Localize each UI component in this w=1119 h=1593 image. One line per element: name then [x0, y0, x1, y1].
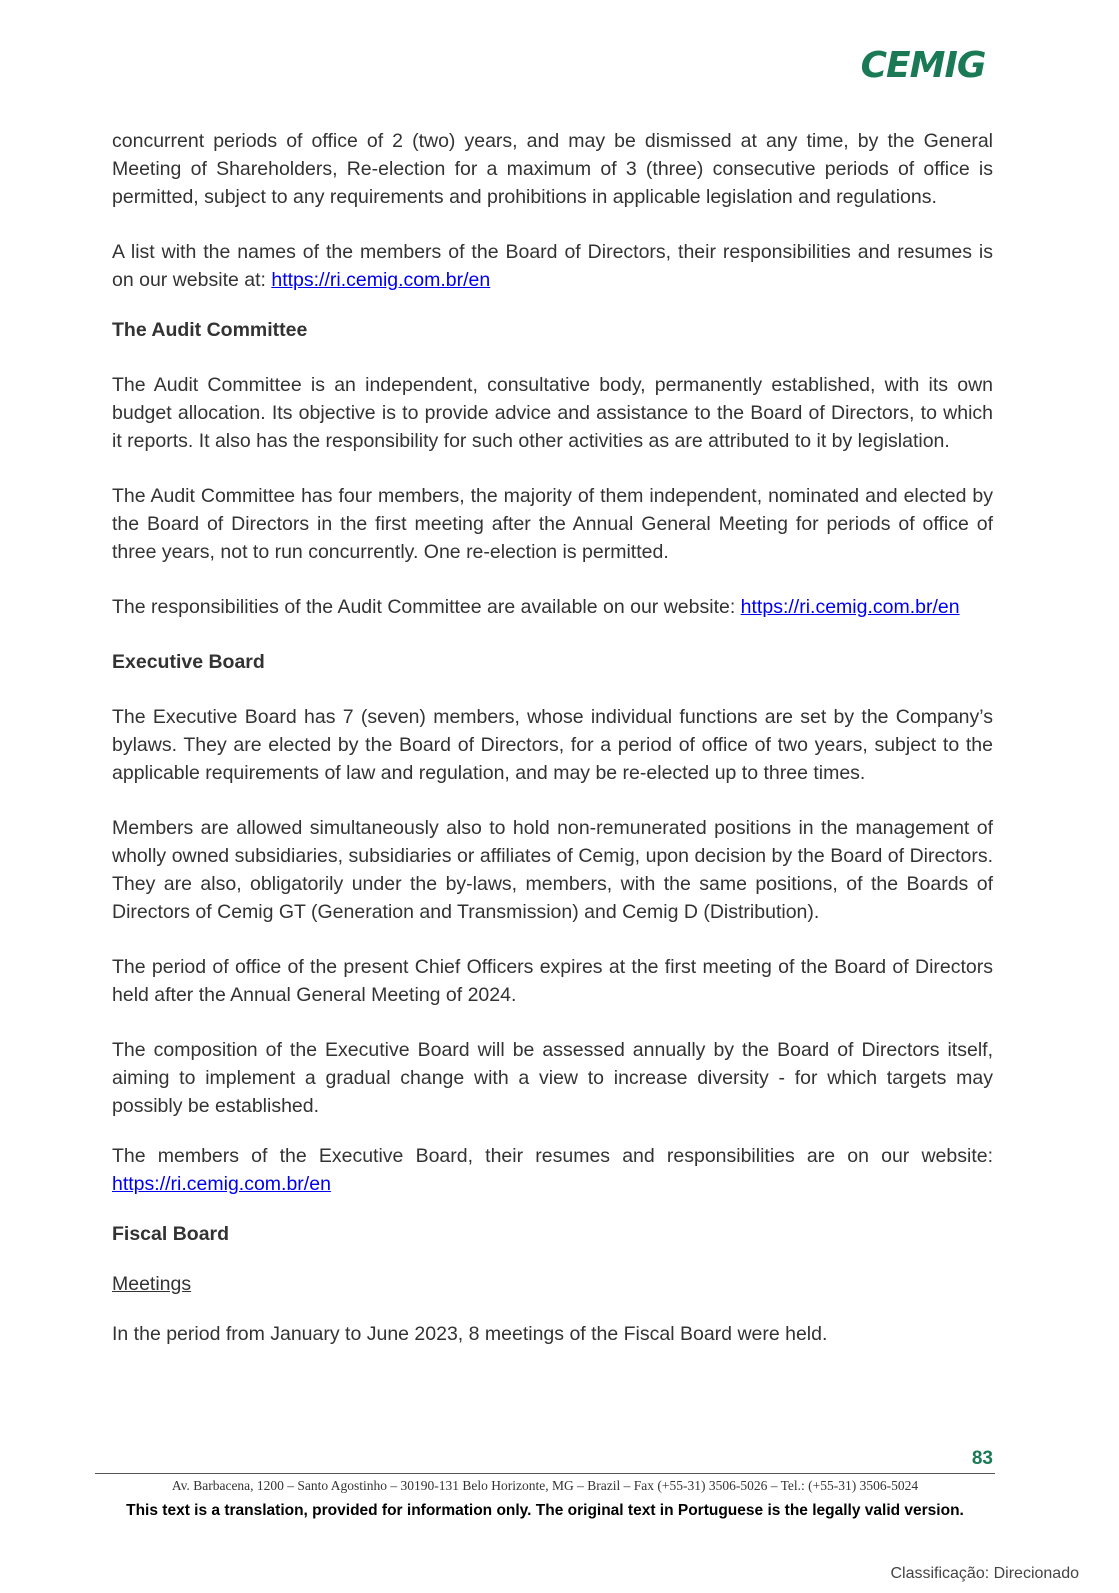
paragraph-executive-members: The Executive Board has 7 (seven) members, whose individual functions are set by the Company’s bylaws. They are elected by the Board of Directors, for a period of office of two years, subject to the applicable requirements of law and regulation, and may be re-elected up to three times.: [112, 706, 993, 784]
footer-disclaimer: This text is a translation, provided for information only. The original text in Portuguese is the legally valid version.: [126, 1502, 964, 1519]
paragraph-executive-term: The period of office of the present Chief Officers expires at the first meeting of the Board of Directors held after the Annual General Meeting of 2024.: [112, 956, 993, 1006]
board-list-text: A list with the names of the members of the Board of Directors, their responsibilities and resumes is on our website at:: [112, 241, 993, 291]
paragraph-audit-members: The Audit Committee has four members, the majority of them independent, nominated and elected by the Board of Directors in the first meeting after the Annual General Meeting for periods of office of three years, not to run concurrently. One re-election is permitted.: [112, 485, 993, 563]
paragraph-audit-description: The Audit Committee is an independent, consultative body, permanently established, with its own budget allocation. Its objective is to provide advice and assistance to the Board of Directors, to which it reports. It also has the responsibility for such other activities as are attributed to it by legislation.: [112, 374, 993, 452]
paragraph-fiscal-meetings: In the period from January to June 2023, 8 meetings of the Fiscal Board were held.: [112, 1323, 828, 1345]
paragraph-executive-website: [112, 1142, 993, 1198]
heading-meetings: Meetings: [112, 1273, 192, 1295]
paragraph-board-term: concurrent periods of office of 2 (two) years, and may be dismissed at any time, by the General Meeting of Shareholders, Re-election for a maximum of 3 (three) consecutive periods of office is permitted, subject to any requirements and prohibitions in applicable legislation and regulations.: [112, 130, 993, 208]
executive-website-link[interactable]: https://ri.cemig.com.br/en: [112, 1173, 331, 1195]
board-website-link[interactable]: https://ri.cemig.com.br/en: [271, 269, 491, 291]
document-body: [112, 127, 993, 1348]
footer-divider: [95, 1473, 995, 1474]
paragraph-executive-composition: The composition of the Executive Board will be assessed annually by the Board of Directors itself, aiming to implement a gradual change with a view to increase diversity - for which targets may possibly be established.: [112, 1039, 993, 1117]
paragraph-executive-positions: Members are allowed simultaneously also to hold non-remunerated positions in the management of wholly owned subsidiaries, subsidiaries or affiliates of Cemig, upon decision by the Board of Directors. They are also, obligatorily under the by-laws, members, with the same positions, of the Boards of Directors of Cemig GT (Generation and Transmission) and Cemig D (Distribution).: [112, 817, 993, 923]
heading-fiscal-board: Fiscal Board: [112, 1223, 230, 1245]
paragraph-board-list: [112, 238, 993, 294]
footer-address: Av. Barbacena, 1200 – Santo Agostinho – 30190-131 Belo Horizonte, MG – Brazil – Fax (+55-31) 3506-5026 – Tel.: (+55-31) 3506-5024: [171, 1478, 919, 1493]
audit-website-link[interactable]: https://ri.cemig.com.br/en: [740, 596, 960, 618]
page-number: 83: [971, 1448, 993, 1469]
classification-label: Classificação: Direcionado: [890, 1565, 1079, 1582]
paragraph-audit-responsibilities: [112, 593, 993, 621]
audit-responsibilities-text: The responsibilities of the Audit Committee are available on our website:: [112, 596, 741, 618]
heading-audit-committee: The Audit Committee: [112, 319, 308, 341]
heading-executive-board: Executive Board: [112, 651, 265, 673]
executive-website-text: The members of the Executive Board, their resumes and responsibilities are on our website:: [112, 1145, 993, 1167]
cemig-logo: CEMIG: [860, 44, 986, 86]
